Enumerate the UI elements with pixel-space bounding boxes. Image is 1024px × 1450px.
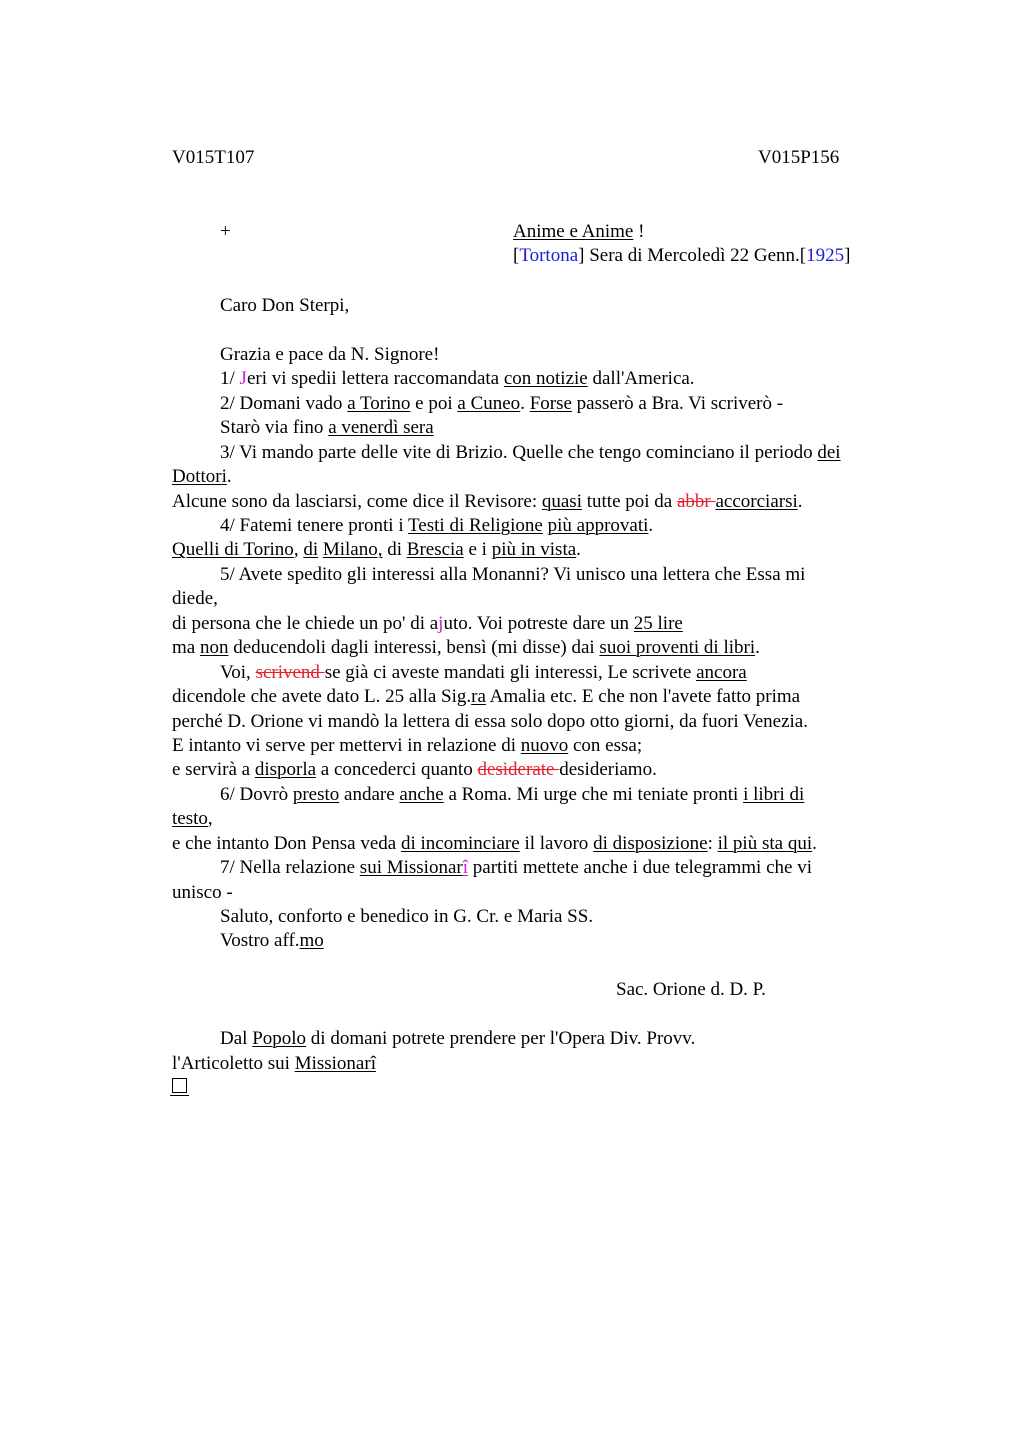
paragraph-2-line-1: 2/ Domani vado a Torino e poi a Cuneo. Forse passerò a Bra. Vi scriverò - xyxy=(220,393,784,414)
signature: Sac. Orione d. D. P. xyxy=(616,979,766,1000)
cross-symbol: + xyxy=(220,221,231,242)
postscript-line-2: l'Articoletto sui Missionarî xyxy=(172,1053,376,1074)
paragraph-8-line-1: 7/ Nella relazione sui Missionarî partiti mettete anche i due telegrammi che vi xyxy=(220,857,812,878)
paragraph-1: 1/ Jeri vi spedii lettera raccomandata con notizie dall'America. xyxy=(220,368,695,389)
paragraph-6-line-5: e servirà a disporla a concederci quanto desiderate desideriamo. xyxy=(172,759,657,780)
paragraph-6-line-1: Voi, scrivend se già ci aveste mandati gli interessi, Le scrivete ancora xyxy=(220,662,747,683)
paragraph-3-line-3: Alcune sono da lasciarsi, come dice il Revisore: quasi tutte poi da abbr accorciarsi. xyxy=(172,491,803,512)
postscript-line-1: Dal Popolo di domani potrete prendere per l'Opera Div. Provv. xyxy=(220,1028,696,1049)
paragraph-4-line-1: 4/ Fatemi tenere pronti i Testi di Religione più approvati. xyxy=(220,515,654,536)
paragraph-7-line-3: e che intanto Don Pensa veda di incominciare il lavoro di disposizione: il più sta qui. xyxy=(172,833,817,854)
greeting: Caro Don Sterpi, xyxy=(220,295,350,316)
end-box-symbol xyxy=(172,1078,187,1093)
paragraph-6-line-4: E intanto vi serve per mettervi in relazione di nuovo con essa; xyxy=(172,735,643,756)
closing-line-2: Vostro aff.mo xyxy=(220,930,324,951)
paragraph-3-line-1: 3/ Vi mando parte delle vite di Brizio. Quelle che tengo cominciano il periodo dei xyxy=(220,442,841,463)
paragraph-6-line-3: perché D. Orione vi mandò la lettera di essa solo dopo otto giorni, da fuori Venezia. xyxy=(172,711,808,732)
paragraph-8-line-2: unisco - xyxy=(172,882,233,903)
closing-line-1: Saluto, conforto e benedico in G. Cr. e Maria SS. xyxy=(220,906,594,927)
blessing: Grazia e pace da N. Signore! xyxy=(220,344,440,365)
paragraph-6-line-2: dicendole che avete dato L. 25 alla Sig.ra Amalia etc. E che non l'avete fatto prima xyxy=(172,686,801,707)
paragraph-7-line-2: testo, xyxy=(172,808,213,829)
dateline: [Tortona] Sera di Mercoledì 22 Genn.[1925] xyxy=(513,245,851,266)
paragraph-3-line-2: Dottori. xyxy=(172,466,232,487)
paragraph-5-line-2: diede, xyxy=(172,588,218,609)
doc-code-right: V015P156 xyxy=(758,147,840,168)
paragraph-5-line-3: di persona che le chiede un po' di ajuto. Voi potreste dare un 25 lire xyxy=(172,613,683,634)
paragraph-7-line-1: 6/ Dovrò presto andare anche a Roma. Mi urge che mi teniate pronti i libri di xyxy=(220,784,805,805)
paragraph-4-line-2: Quelli di Torino, di Milano, di Brescia e i più in vista. xyxy=(172,539,581,560)
doc-code-left: V015T107 xyxy=(172,147,255,168)
paragraph-5-line-4: ma non deducendoli dagli interessi, bensì (mi disse) dai suoi proventi di libri. xyxy=(172,637,760,658)
paragraph-5-line-1: 5/ Avete spedito gli interessi alla Monanni? Vi unisco una lettera che Essa mi xyxy=(220,564,806,585)
paragraph-2-line-2: Starò via fino a venerdì sera xyxy=(220,417,434,438)
letter-heading: Anime e Anime ! xyxy=(513,221,645,242)
